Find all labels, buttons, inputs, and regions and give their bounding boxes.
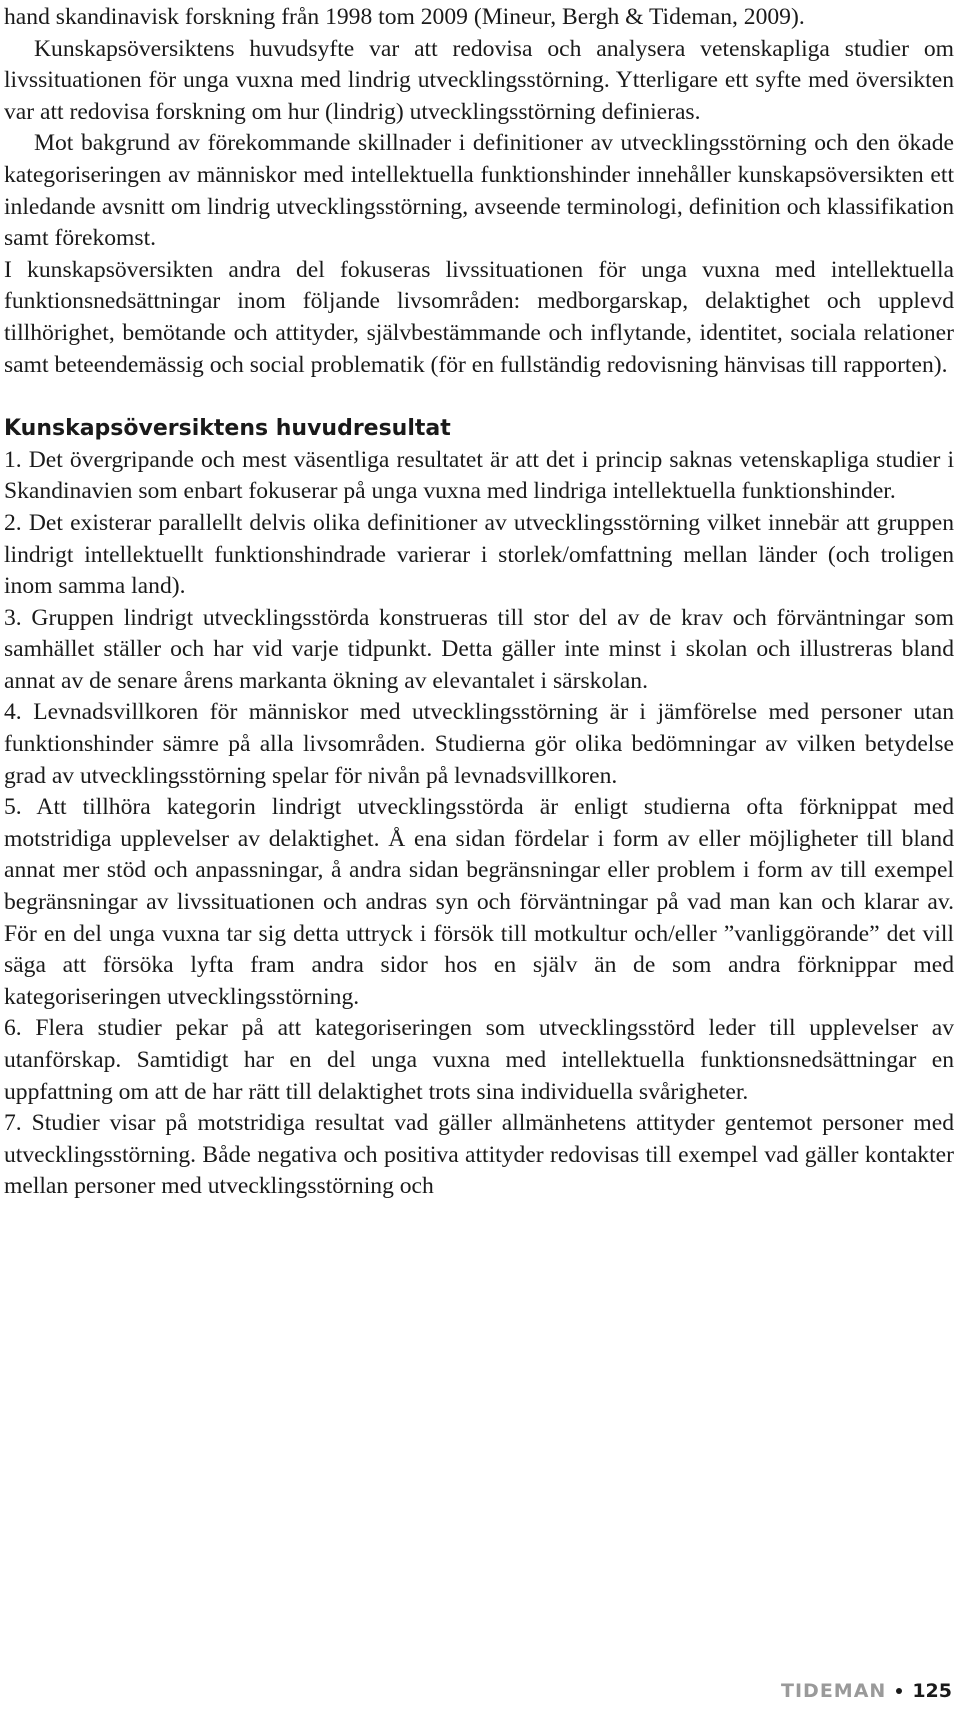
results-list [4, 445, 954, 1203]
paragraph-background: Mot bakgrund av förekommande skillnader i definitioner av utvecklingsstörning och den ökade kategoriseringen av människor med intellektuella funktionshinder innehåller kunskapsöversikten ett inledande avsnitt om lindrig utvecklingsstörning, avseende terminologi, definition och klassifikation samt förekomst. [4, 130, 954, 252]
result-item: 5. Att tillhöra kategorin lindrigt utvecklingsstörda är enligt studierna ofta förknippat med motstridiga upplevelser av delaktighet. Å ena sidan fördelar i form av eller möjligheter till bland annat mer stöd och anpassningar, å andra sidan begränsningar eller problem i form av till exempel begränsningar av livssituationen och andras syn och förväntningar på vad man kan och klarar av. För en del unga vuxna tar sig detta uttryck i försök till motkultur och/eller ”vanliggörande” det vill säga att försöka lyfta fram andra sidor hos en själv än de som andra förknippar med kategoriseringen utvecklingsstörning. [4, 794, 954, 1010]
result-item: 3. Gruppen lindrigt utvecklingsstörda konstrueras till stor del av de krav och förväntningar som samhället ställer och har vid varje tidpunkt. Detta gäller inte minst i skolan och illustreras bland annat av de senare årens markanta ökning av elevantalet i särskolan. [4, 604, 954, 694]
page-number: 125 [912, 1680, 952, 1702]
running-author: TIDEMAN [781, 1680, 887, 1702]
bullet-separator [896, 1688, 902, 1694]
result-item: 1. Det övergripande och mest väsentliga resultatet är att det i princip saknas vetenskapliga studier i Skandinavien som enbart fokuserar på unga vuxna med lindriga intellektuella funktionshinder. [4, 446, 954, 505]
result-item: 6. Flera studier pekar på att kategoriseringen som utvecklingsstörd leder till upplevelser av utanförskap. Samtidigt har en del unga vuxna med intellektuella funktionsnedsättningar en uppfattning om att de har rätt till delaktighet trots sina individuella svårigheter. [4, 1015, 954, 1105]
result-item: 7. Studier visar på motstridiga resultat vad gäller allmänhetens attityder gentemot personer med utvecklingsstörning. Både negativa och positiva attityder redovisas till exempel vad gäller kontakter mellan personer med utvecklingsstörning och [4, 1110, 954, 1200]
result-item: 2. Det existerar parallellt delvis olika definitioner av utvecklingsstörning vilket innebär att gruppen lindrigt intellektuellt funktionshindrade varierar i storlek/omfattning mellan länder (och troligen inom samma land). [4, 509, 954, 600]
document-page [4, 2, 954, 1203]
intro-continuation: hand skandinavisk forskning från 1998 tom 2009 (Mineur, Bergh & Tideman, 2009). [4, 4, 805, 30]
paragraph-second-part: I kunskapsöversikten andra del fokuseras livssituationen för unga vuxna med intellektuella funktionsnedsättningar inom följande livsområden: medborgarskap, delaktighet och upplevd tillhörighet, bemötande och attityder, självbestämmande och inflytande, identitet, sociala relationer samt beteendemässig och social problematik (för en fullständig redovisning hänvisas till rapporten). [4, 256, 954, 378]
result-item: 4. Levnadsvillkoren för människor med utvecklingsstörning är i jämförelse med personer utan funktionshinder sämre på alla livsområden. Studierna gör olika bedömningar av vilken betydelse grad av utvecklingsstörning spelar för nivån på levnadsvillkoren. [4, 699, 954, 789]
paragraph-purpose: Kunskapsöversiktens huvudsyfte var att redovisa och analysera vetenskapliga studier om livssituationen för unga vuxna med lindrig utvecklingsstörning. Ytterligare ett syfte med översikten var att redovisa forskning om hur (lindrig) utvecklingsstörning definieras. [4, 35, 954, 125]
section-heading: Kunskapsöversiktens huvudresultat [4, 416, 451, 442]
page-footer [781, 1680, 952, 1702]
